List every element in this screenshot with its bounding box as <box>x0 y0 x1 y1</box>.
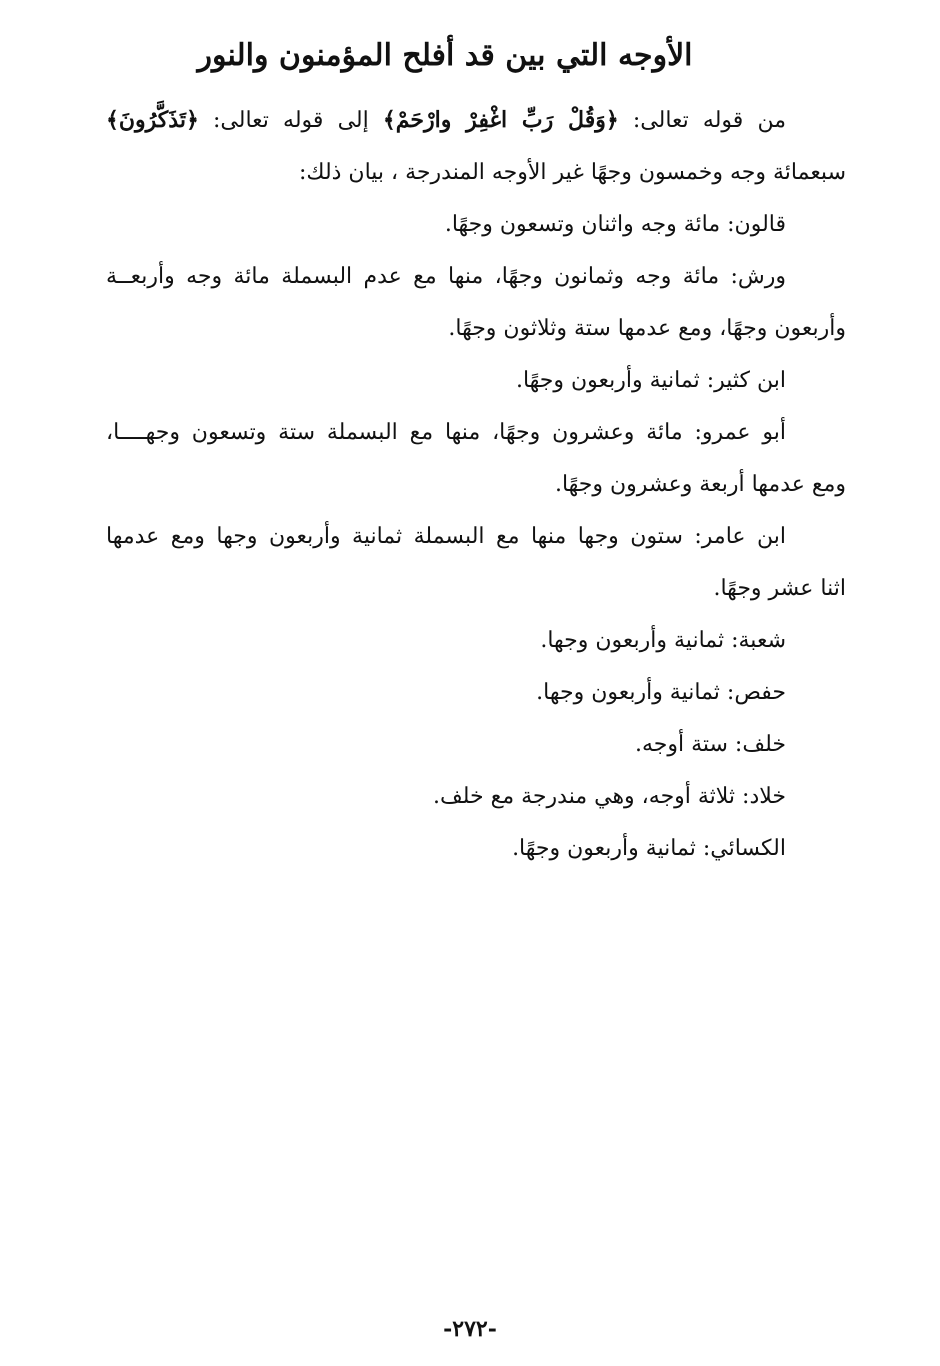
reader-line: ومع عدمها أربعة وعشرون وجهًا. <box>554 472 846 497</box>
intro-prefix: من قوله تعالى: <box>618 108 786 133</box>
reader-lines <box>106 199 846 875</box>
reader-line: ورش: مائة وجه وثمانون وجهًا، منها مع عدم البسملة مائة وجه وأربعــة <box>106 264 786 289</box>
reader-line: ابن كثير: ثمانية وأربعون وجهًا. <box>515 368 786 393</box>
reader-line: شعبة: ثمانية وأربعون وجها. <box>540 628 786 653</box>
document-body <box>106 94 846 875</box>
reader-line: الكسائي: ثمانية وأربعون وجهًا. <box>512 836 786 861</box>
intro-line <box>106 94 846 147</box>
verse-end: ﴿تَذَكَّرُونَ﴾ <box>106 107 199 133</box>
reader-line: وأربعون وجهًا، ومع عدمها ستة وثلاثون وجهًا. <box>448 316 846 341</box>
reader-line: أبو عمرو: مائة وعشرون وجهًا، منها مع البسملة ستة وتسعون وجهــــا، <box>106 420 786 445</box>
reader-line: اثنا عشر وجهًا. <box>713 576 846 601</box>
reader-line: قالون: مائة وجه واثنان وتسعون وجهًا. <box>444 212 786 237</box>
page-title: الأوجه التي بين قد أفلح المؤمنون والنور <box>197 38 693 73</box>
reader-line: حفص: ثمانية وأربعون وجها. <box>536 680 786 705</box>
page-number: -٢٧٢- <box>443 1316 497 1342</box>
verse-start: ﴿وَقُلْ رَبِّ اغْفِرْ وارْحَمْ﴾ <box>382 107 619 133</box>
reader-line: خلاد: ثلاثة أوجه، وهي مندرجة مع خلف. <box>433 784 786 809</box>
intro-middle: إلى قوله تعالى: <box>198 108 383 133</box>
reader-line: ابن عامر: ستون وجها منها مع البسملة ثمانية وأربعون وجها ومع عدمها <box>106 524 786 549</box>
summary-line: سبعمائة وجه وخمسون وجهًا غير الأوجه المندرجة ، بيان ذلك: <box>298 160 846 185</box>
reader-line: خلف: ستة أوجه. <box>634 732 786 757</box>
